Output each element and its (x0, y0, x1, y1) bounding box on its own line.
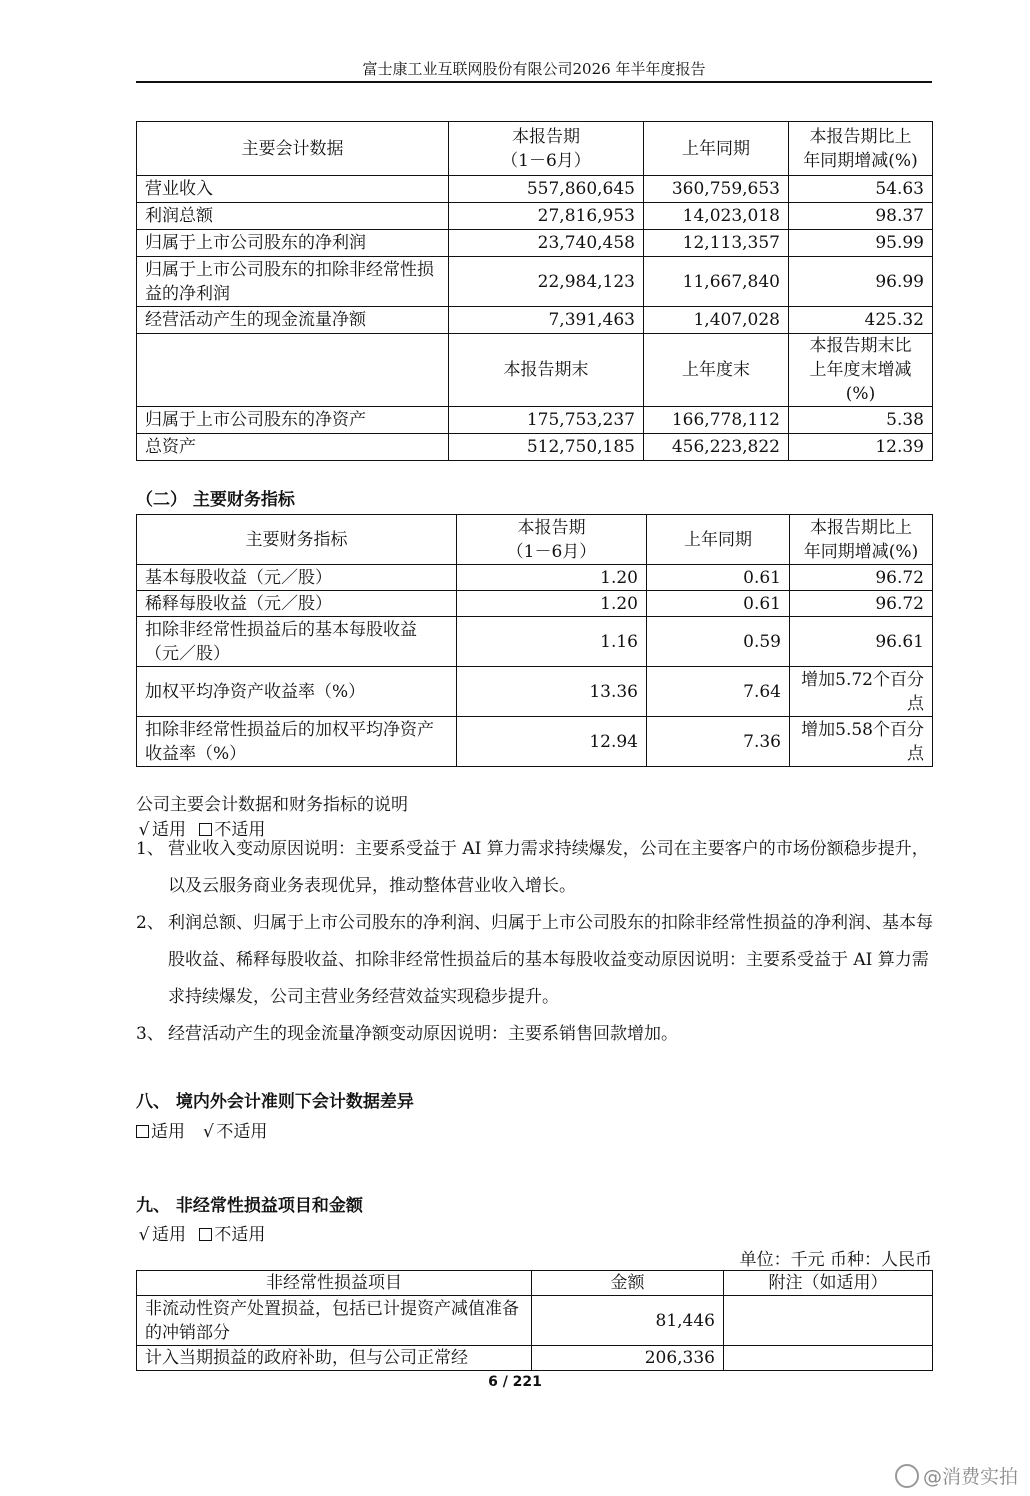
header-cell: 本报告期比上 年同期增减(%) (789, 122, 933, 176)
cell-value: 23,740,458 (449, 230, 644, 257)
header-cell (137, 334, 449, 407)
cell-value: 1.20 (457, 565, 647, 591)
cell-value: 425.32 (789, 307, 933, 334)
header-cell: 上年同期 (647, 515, 790, 565)
table-row (137, 176, 933, 203)
cell-value: 22,984,123 (449, 257, 644, 307)
section-title: 八、 境内外会计准则下会计数据差异 (136, 1092, 414, 1112)
not-applicable-label: 不适用 (214, 1225, 266, 1245)
cell-value: 0.61 (647, 591, 790, 617)
section-title: 九、 非经常性损益项目和金额 (136, 1196, 363, 1216)
table-row (137, 717, 933, 767)
cell-value: 7.36 (647, 717, 790, 767)
header-cell: 本报告期 （1－6月） (457, 515, 647, 565)
header-cell: 上年度末 (644, 334, 789, 407)
row-label: 计入当期损益的政府补助，但与公司正常经 (137, 1346, 532, 1371)
list-number: 1、 (136, 839, 164, 859)
header-cell: 本报告期比上 年同期增减(%) (790, 515, 933, 565)
table-row (137, 434, 933, 461)
non-recurring-items-table (136, 1270, 933, 1371)
cell-value: 7,391,463 (449, 307, 644, 334)
section-title: （二） 主要财务指标 (136, 490, 295, 510)
cell-value: 95.99 (789, 230, 933, 257)
header-cell: 本报告期 （1－6月） (449, 122, 644, 176)
cell-value: 增加5.58个百分点 (790, 717, 933, 767)
cell-value: 12.94 (457, 717, 647, 767)
row-label: 归属于上市公司股东的净利润 (137, 230, 449, 257)
cell-value: 96.61 (790, 617, 933, 667)
cell-value: 96.72 (790, 591, 933, 617)
table-row (137, 1296, 933, 1346)
cell-value (724, 1296, 933, 1346)
header-cell: 主要财务指标 (137, 515, 457, 565)
header-divider (136, 81, 932, 83)
header-cell: 本报告期末比 上年度末增减 (%) (789, 334, 933, 407)
cell-value: 0.61 (647, 565, 790, 591)
table-row (137, 1346, 933, 1371)
cell-value: 81,446 (532, 1296, 724, 1346)
cell-value: 557,860,645 (449, 176, 644, 203)
cell-value: 456,223,822 (644, 434, 789, 461)
row-label: 总资产 (137, 434, 449, 461)
cell-value: 1.16 (457, 617, 647, 667)
header-cell: 非经常性损益项目 (137, 1271, 532, 1296)
row-label: 加权平均净资产收益率（%） (137, 667, 457, 717)
weibo-logo-icon (895, 1464, 919, 1488)
table-header-row (137, 1271, 933, 1296)
table-row (137, 565, 933, 591)
unit-label: 单位：千元 币种：人民币 (739, 1250, 932, 1270)
row-label: 扣除非经常性损益后的基本每股收益（元／股） (137, 617, 457, 667)
row-label: 营业收入 (137, 176, 449, 203)
cell-value: 1.20 (457, 591, 647, 617)
cell-value: 96.72 (790, 565, 933, 591)
cell-value: 1,407,028 (644, 307, 789, 334)
list-item (136, 1016, 936, 1053)
checkmark-icon: √ (138, 1225, 150, 1245)
table-header-row (137, 515, 933, 565)
applicability-row (136, 1220, 265, 1245)
checkmark-icon: √ (138, 820, 150, 840)
page-number: 6 / 221 (488, 1374, 542, 1390)
cell-value (724, 1346, 933, 1371)
row-label: 利润总额 (137, 203, 449, 230)
cell-value: 7.64 (647, 667, 790, 717)
not-applicable-label: 不适用 (214, 820, 266, 840)
report-header: 富士康工业互联网股份有限公司2026 年半年度报告 (362, 60, 706, 78)
notes-list (136, 831, 936, 1053)
table-row (137, 230, 933, 257)
header-cell: 本报告期末 (449, 334, 644, 407)
header-cell: 附注（如适用） (724, 1271, 933, 1296)
header-cell: 金额 (532, 1271, 724, 1296)
list-item (136, 831, 936, 905)
list-number: 3、 (136, 1024, 164, 1044)
cell-value: 12,113,357 (644, 230, 789, 257)
checkmark-icon: √ (202, 1122, 214, 1142)
row-label: 稀释每股收益（元／股） (137, 591, 457, 617)
cell-value: 11,667,840 (644, 257, 789, 307)
cell-value: 54.63 (789, 176, 933, 203)
cell-value: 14,023,018 (644, 203, 789, 230)
row-label: 归属于上市公司股东的扣除非经常性损益的净利润 (137, 257, 449, 307)
applicable-label: 适用 (152, 820, 186, 840)
row-label: 基本每股收益（元／股） (137, 565, 457, 591)
cell-value: 360,759,653 (644, 176, 789, 203)
list-text: 利润总额、归属于上市公司股东的净利润、归属于上市公司股东的扣除非经常性损益的净利润、基本每股收益、稀释每股收益、扣除非经常性损益后的基本每股收益变动原因说明：主要系受益于 AI 算力需求持续爆发，公司主营业务经营效益实现稳步提升。 (168, 913, 933, 1007)
cell-value: 12.39 (789, 434, 933, 461)
cell-value: 175,753,237 (449, 407, 644, 434)
empty-checkbox-icon (136, 1125, 149, 1138)
list-text: 经营活动产生的现金流量净额变动原因说明：主要系销售回款增加。 (168, 1024, 678, 1044)
row-label: 经营活动产生的现金流量净额 (137, 307, 449, 334)
applicability-row (136, 1117, 267, 1142)
header-cell: 主要会计数据 (137, 122, 449, 176)
list-number: 2、 (136, 913, 164, 933)
cell-value: 增加5.72个百分点 (790, 667, 933, 717)
cell-value: 5.38 (789, 407, 933, 434)
table-subheader-row (137, 334, 933, 407)
table-row (137, 667, 933, 717)
cell-value: 13.36 (457, 667, 647, 717)
table-row (137, 591, 933, 617)
watermark-text: @消费实拍 (922, 1466, 1018, 1488)
not-applicable-label: 不适用 (216, 1122, 268, 1142)
table-row (137, 203, 933, 230)
list-item (136, 905, 936, 1016)
accounting-data-table (136, 121, 933, 461)
notes-title: 公司主要会计数据和财务指标的说明 (136, 795, 408, 815)
applicable-label: 适用 (152, 1225, 186, 1245)
table-row (137, 407, 933, 434)
cell-value: 206,336 (532, 1346, 724, 1371)
row-label: 扣除非经常性损益后的加权平均净资产收益率（%） (137, 717, 457, 767)
cell-value: 96.99 (789, 257, 933, 307)
applicable-label: 适用 (151, 1122, 185, 1142)
empty-checkbox-icon (199, 1228, 212, 1241)
row-label: 非流动性资产处置损益，包括已计提资产减值准备的冲销部分 (137, 1296, 532, 1346)
cell-value: 98.37 (789, 203, 933, 230)
cell-value: 512,750,185 (449, 434, 644, 461)
cell-value: 27,816,953 (449, 203, 644, 230)
cell-value: 0.59 (647, 617, 790, 667)
list-text: 营业收入变动原因说明：主要系受益于 AI 算力需求持续爆发，公司在主要客户的市场份额稳步提升，以及云服务商业务表现优异，推动整体营业收入增长。 (168, 839, 929, 896)
header-cell: 上年同期 (644, 122, 789, 176)
table-row (137, 307, 933, 334)
table-row (137, 257, 933, 307)
watermark (895, 1462, 1018, 1489)
financial-indicators-table (136, 514, 933, 767)
table-row (137, 617, 933, 667)
table-header-row (137, 122, 933, 176)
cell-value: 166,778,112 (644, 407, 789, 434)
row-label: 归属于上市公司股东的净资产 (137, 407, 449, 434)
